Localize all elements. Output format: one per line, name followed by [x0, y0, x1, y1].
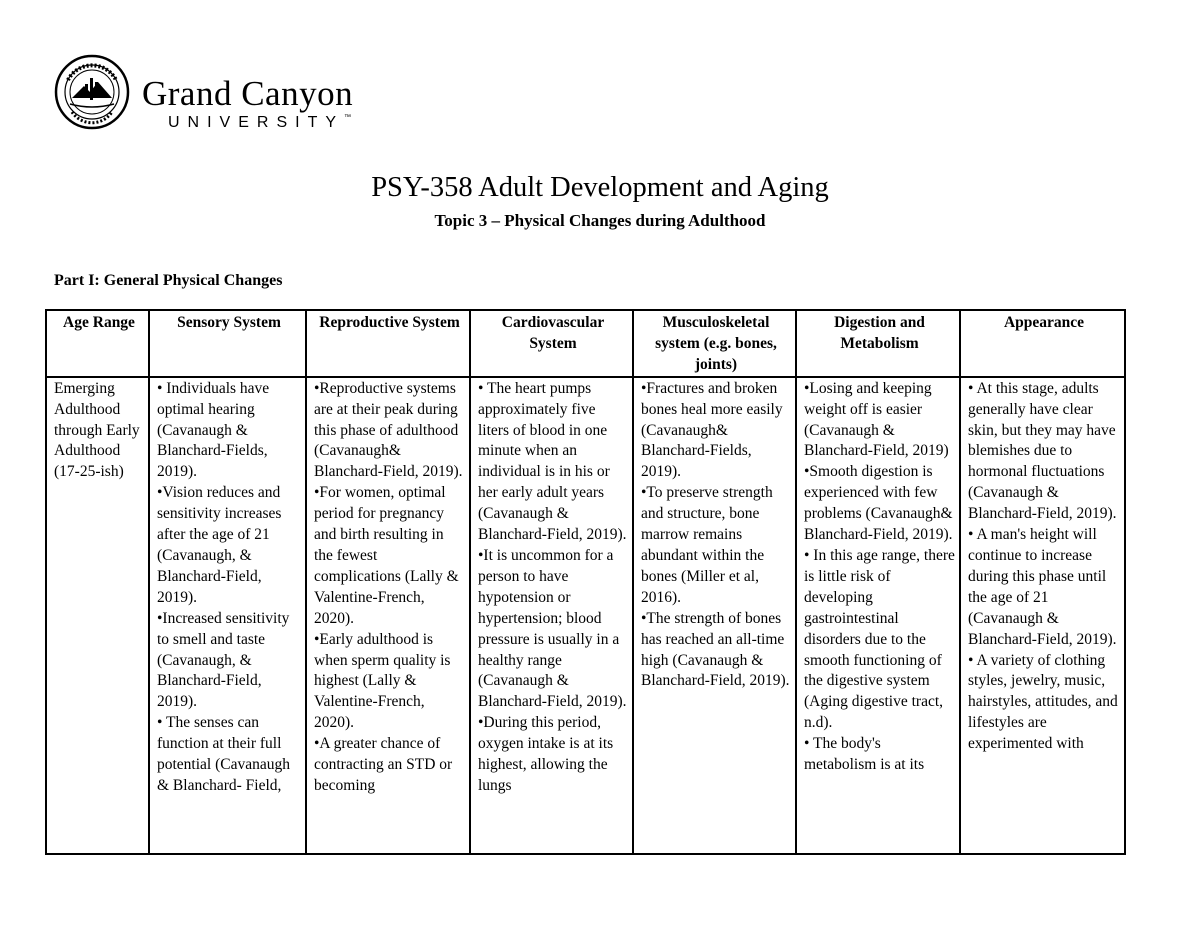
header-sensory-system: Sensory System — [149, 310, 306, 377]
university-seal-icon — [54, 54, 130, 130]
cardiovascular-point: •During this period, oxygen intake is at its highest, allowing the lungs — [478, 714, 614, 794]
reproductive-point: •Reproductive systems are at their peak during this phase of adulthood (Cavanaugh& Blanchard-Field, 2019). — [314, 379, 463, 481]
digestion-point: • The body's metabolism is at its — [804, 735, 925, 774]
sensory-point: • Individuals have optimal hearing (Cavanaugh & Blanchard-Fields, 2019). — [157, 379, 270, 481]
digestion-point: • In this age range, there is little risk of developing gastrointestinal disorders due to the smooth functioning of the digestive system (Aging digestive tract, n.d). — [804, 546, 955, 732]
university-logo — [54, 54, 434, 138]
appearance-point: • A variety of clothing styles, jewelry, music, hairstyles, attitudes, and lifestyles are experimented with — [968, 651, 1118, 753]
reproductive-point: •Early adulthood is when sperm quality is highest (Lally & Valentine-French, 2020). — [314, 630, 451, 732]
table-row — [46, 377, 1125, 854]
header-musculoskeletal-system: Musculoskeletal system (e.g. bones, joints) — [633, 310, 796, 377]
header-cardiovascular-system: Cardiovascular System — [470, 310, 633, 377]
header-digestion-metabolism: Digestion and Metabolism — [796, 310, 960, 377]
header-age-range: Age Range — [46, 310, 149, 377]
header-appearance: Appearance — [960, 310, 1125, 377]
sensory-point: •Vision reduces and sensitivity increases after the age of 21 (Cavanaugh, & Blanchard-Field, 2019). — [157, 484, 282, 606]
document-title: PSY-358 Adult Development and Aging — [371, 172, 829, 203]
document-subtitle: Topic 3 – Physical Changes during Adulthood — [434, 211, 766, 230]
musculoskeletal-point: •To preserve strength and structure, bone marrow remains abundant within the bones (Miller et al, 2016). — [641, 484, 773, 606]
appearance-point: • At this stage, adults generally have clear skin, but they may have blemishes due to hormonal fluctuations (Cavanaugh & Blanchard-Field, 2019). — [968, 379, 1117, 523]
header-reproductive-system: Reproductive System — [306, 310, 470, 377]
digestion-point: •Losing and keeping weight off is easier (Cavanaugh & Blanchard-Field, 2019) — [804, 379, 949, 460]
musculoskeletal-point: •Fractures and broken bones heal more easily (Cavanaugh& Blanchard-Fields, 2019). — [641, 379, 783, 481]
reproductive-point: •A greater chance of contracting an STD or becoming — [314, 735, 453, 794]
cell-appearance — [960, 377, 1125, 854]
cell-digestion — [796, 377, 960, 854]
cell-sensory — [149, 377, 306, 854]
table-header-row — [46, 310, 1125, 377]
sensory-point: •Increased sensitivity to smell and taste (Cavanaugh, & Blanchard-Field, 2019). — [157, 609, 290, 711]
age-range-text: Emerging Adulthood through Early Adulthood (17-25-ish) — [54, 379, 140, 481]
cell-age-range — [46, 377, 149, 854]
cardiovascular-point: •It is uncommon for a person to have hypotension or hypertension; blood pressure is usually in a healthy range (Cavanaugh & Blanchard-Field, 2019). — [478, 546, 627, 711]
cell-musculoskeletal — [633, 377, 796, 854]
trademark-mark: ™ — [344, 114, 352, 121]
part-heading: Part I: General Physical Changes — [54, 272, 283, 289]
musculoskeletal-point: •The strength of bones has reached an all-time high (Cavanaugh & Blanchard-Field, 2019). — [641, 609, 790, 690]
appearance-point: • A man's height will continue to increase during this phase until the age of 21 (Cavanaugh & Blanchard-Field, 2019). — [968, 526, 1117, 648]
reproductive-point: •For women, optimal period for pregnancy and birth resulting in the fewest complications (Lally & Valentine-French, 2020). — [314, 484, 459, 627]
cell-cardiovascular — [470, 377, 633, 854]
sensory-point: • The senses can function at their full potential (Cavanaugh & Blanchard- Field, — [157, 714, 290, 794]
digestion-point: •Smooth digestion is experienced with few problems (Cavanaugh& Blanchard-Field, 2019). — [804, 463, 953, 544]
cardiovascular-point: • The heart pumps approximately five liters of blood in one minute when an individual is in his or her early adult years (Cavanaugh & Blanchard-Field, 2019). — [478, 379, 627, 544]
logo-name-line1: Grand Canyon — [142, 74, 354, 113]
physical-changes-table — [45, 309, 1126, 855]
logo-name-line2: UNIVERSITY — [168, 114, 345, 131]
cell-reproductive — [306, 377, 470, 854]
